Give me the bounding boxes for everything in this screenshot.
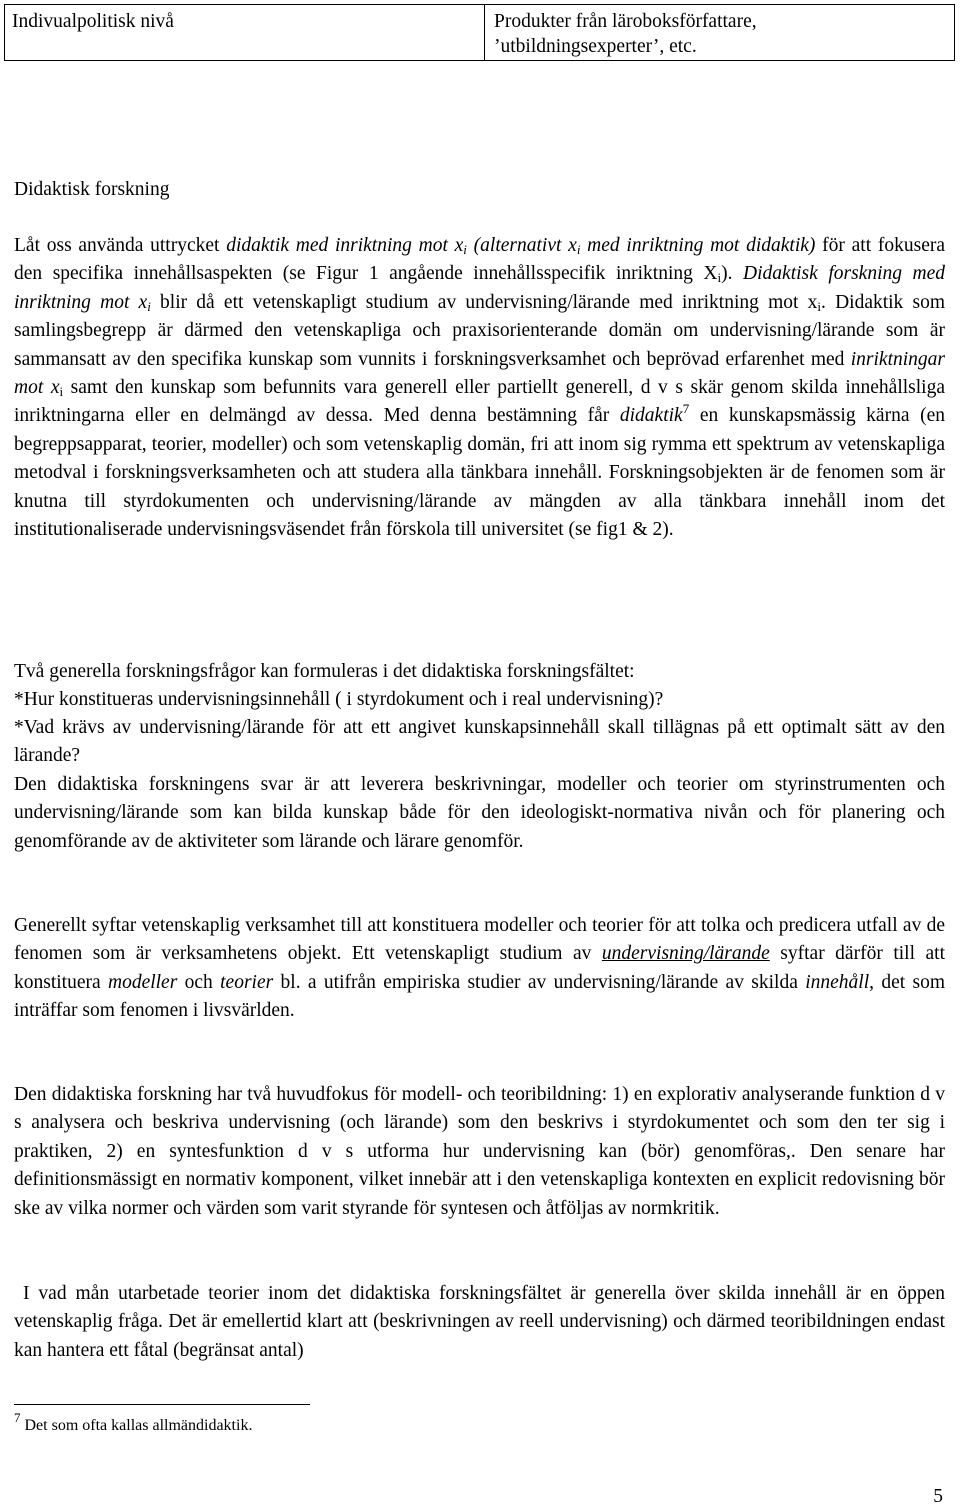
paragraph-1: Låt oss använda uttrycket didaktik med inriktning mot $x_i$ (alternativt $x_i$ med inriktning mot didaktik) för att fokusera den specifika innehållsaspekten (se Figur 1 angående innehållsspecifik inriktning $X_i$). Didaktisk forskning med inriktning mot $x_i$ blir då ett vetenskapligt studium av undervisning/lärande med inriktning mot $x_i$. Didaktik som samlingsbegrepp är därmed den vetenskapliga och praxisorienterande domän om undervisning/lärande som är sammansatt av den specifika kunskap som vunnits i forskningsverksamhet och beprövad erfarenhet med inriktningar mot $x_i$ samt den kunskap som befunnits vara generell eller partiellt generell, d v s skär genom skilda innehållsliga inriktningarna eller en delmängd av dessa. Med denna bestämning får didaktik$^7$ en kunskapsmässig kärna (en begreppsapparat, teorier, modeller) och som vetenskaplig domän, fri att inom sig rymma ett spektrum av vetenskapliga metodval i forskningsverksamheten och att studera alla tänkbara innehåll. Forskningsobjekten är de fenomen som är knutna till styrdokumenten och undervisning/lärande av mängden av alla tänkbara innehåll inom det institutionaliserade undervisningsväsendet från förskola till universitet (se fig1 & 2). [14,235,946,541]
footnote-divider [14,1404,310,1405]
footnote-ref: 7 [682,401,690,417]
paragraph-2-line-1: Två generella forskningsfrågor kan formuleras i det didaktiska forskningsfältet: [14,661,635,682]
footnote: $^7$ Det som ofta kallas allmändidaktik. [14,1410,253,1434]
page-number: 5 [933,1486,943,1507]
paragraph-2-line-2: *Hur konstitueras undervisningsinnehåll ( i styrdokument och i real undervisning)? [14,689,664,710]
table-cell-right [485,5,954,60]
paragraph-3: Generellt syftar vetenskaplig verksamhet till att konstituera modeller och teorier för att tolka och predicera utfall av de fenomen som är verksamhetens objekt. Ett vetenskapligt studium av undervisning/lärande syftar därför till att konstituera modeller och teorier bl. a utifrån empiriska studier av undervisning/lärande av skilda innehåll, det som inträffar som fenomen i livsvärlden. [14,915,945,1022]
section-heading: Didaktisk forskning [14,179,170,200]
paragraph-2-line-3: *Vad krävs av undervisning/lärande för att ett angivet kunskapsinnehåll skall tillägnas på ett optimalt sätt av den lärande? [14,717,945,767]
table-cell-left [5,5,485,60]
paragraph-2-line-4: Den didaktiska forskningens svar är att leverera beskrivningar, modeller och teorier om styrinstrumenten och undervisning/lärande som kan bilda kunskap både för den ideologiskt-normativa nivån och för planering och genomförande av de aktiviteter som lärande och lärare genomför. [14,774,945,852]
cell-right-line1: Produkter från läroboksförfattare, [494,11,757,32]
header-table [4,4,955,61]
paragraph-4: Den didaktiska forskning har två huvudfokus för modell- och teoribildning: 1) en explorativ analyserande funktion d v s analysera och beskriva undervisning (och lärande) som den beskrivs i styrdokumentet och som den ter sig i praktiken, 2) en syntesfunktion d v s utforma hur undervisning kan (bör) genomföras,. Den senare har definitionsmässigt en normativ komponent, vilket innebär att i den vetenskapliga kontexten en explicit redovisning bör ske av vilka normer och värden som varit styrande för syntesen och åtföljas av normkritik. [14,1084,945,1219]
paragraph-5: I vad mån utarbetade teorier inom det didaktiska forskningsfältet är generella över skilda innehåll är en öppen vetenskaplig fråga. Det är emellertid klart att (beskrivningen av reell undervisning) och därmed teoribildningen endast kan hantera ett fåtal (begränsat antal) [14,1283,950,1361]
cell-right-line2: ’utbildningsexperter’, etc. [494,36,697,57]
cell-left-text: Indivualpolitisk nivå [12,11,174,32]
